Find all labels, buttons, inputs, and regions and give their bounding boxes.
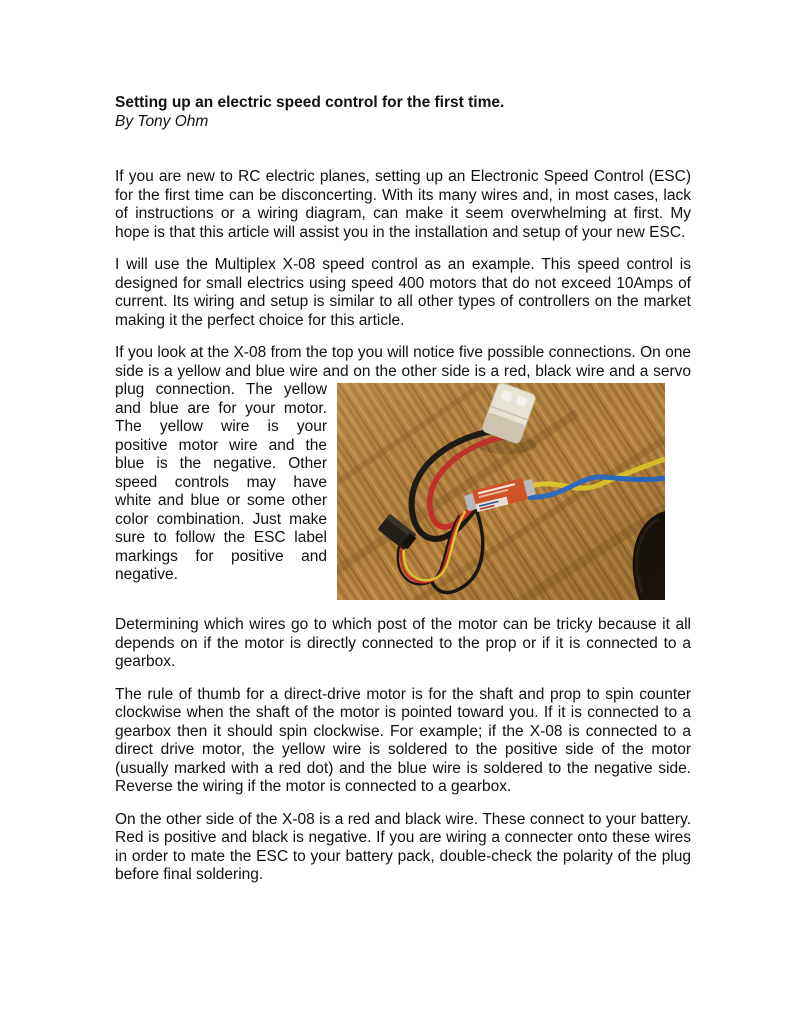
paragraph-connections-part2: servo plug connection. The yellow and blue are for your motor. The yellow wire is your positive motor wire and the blue is the negative. Other speed controls may have white and blue or some other color combination. Just make sure to follow the ESC label markings for positive and negative. (115, 362, 691, 583)
photo-tone-overlay (337, 383, 665, 600)
paragraph-battery-side: On the other side of the X-08 is a red and black wire. These connect to your battery. Red is positive and black is negative. If you are wiring a connecter onto these wires in order to mate the ESC to your battery pack, double-check the polarity of the plug before final soldering. (115, 810, 691, 883)
paragraph-connections-part1: If you look at the X-08 from the top you will notice five possible connections. On one side is a yellow and blue wire and on the other side is a red, black wire and a (115, 344, 691, 380)
esc-wiring-photo-image (337, 383, 665, 600)
document-title: Setting up an electric speed control for the first time. (115, 94, 505, 111)
paragraph-intro: If you are new to RC electric planes, setting up an Electronic Speed Control (ESC) for the first time can be disconcerting. With its many wires and, in most cases, lack of instructions or a wiring diagram, can make it seem overwhelming at first. My hope is that this article will assist you in the installation and setup of your new ESC. (115, 168, 691, 241)
paragraph-connections (115, 344, 691, 585)
paragraph-motor-posts: Determining which wires go to which post of the motor can be tricky because it all depends on if the motor is directly connected to the prop or if it is connected to a gearbox. (115, 616, 691, 670)
document-byline: By Tony Ohm (115, 112, 209, 130)
paragraph-example: I will use the Multiplex X-08 speed control as an example. This speed control is designed for small electrics using speed 400 motors that do not exceed 10Amps of current. Its wiring and setup is similar to all other types of controllers on the market making it the perfect choice for this article. (115, 256, 691, 329)
paragraph-rule-of-thumb: The rule of thumb for a direct-drive motor is for the shaft and prop to spin counter clockwise when the shaft of the motor is pointed toward you. If it is connected to a gearbox then it should spin clockwise. For example; if the X-08 is connected to a direct drive motor, the yellow wire is soldered to the positive side of the motor (usually marked with a red dot) and the blue wire is soldered to the negative side. Reverse the wiring if the motor is connected to a gearbox. (115, 685, 691, 795)
esc-wiring-photo (337, 383, 665, 600)
